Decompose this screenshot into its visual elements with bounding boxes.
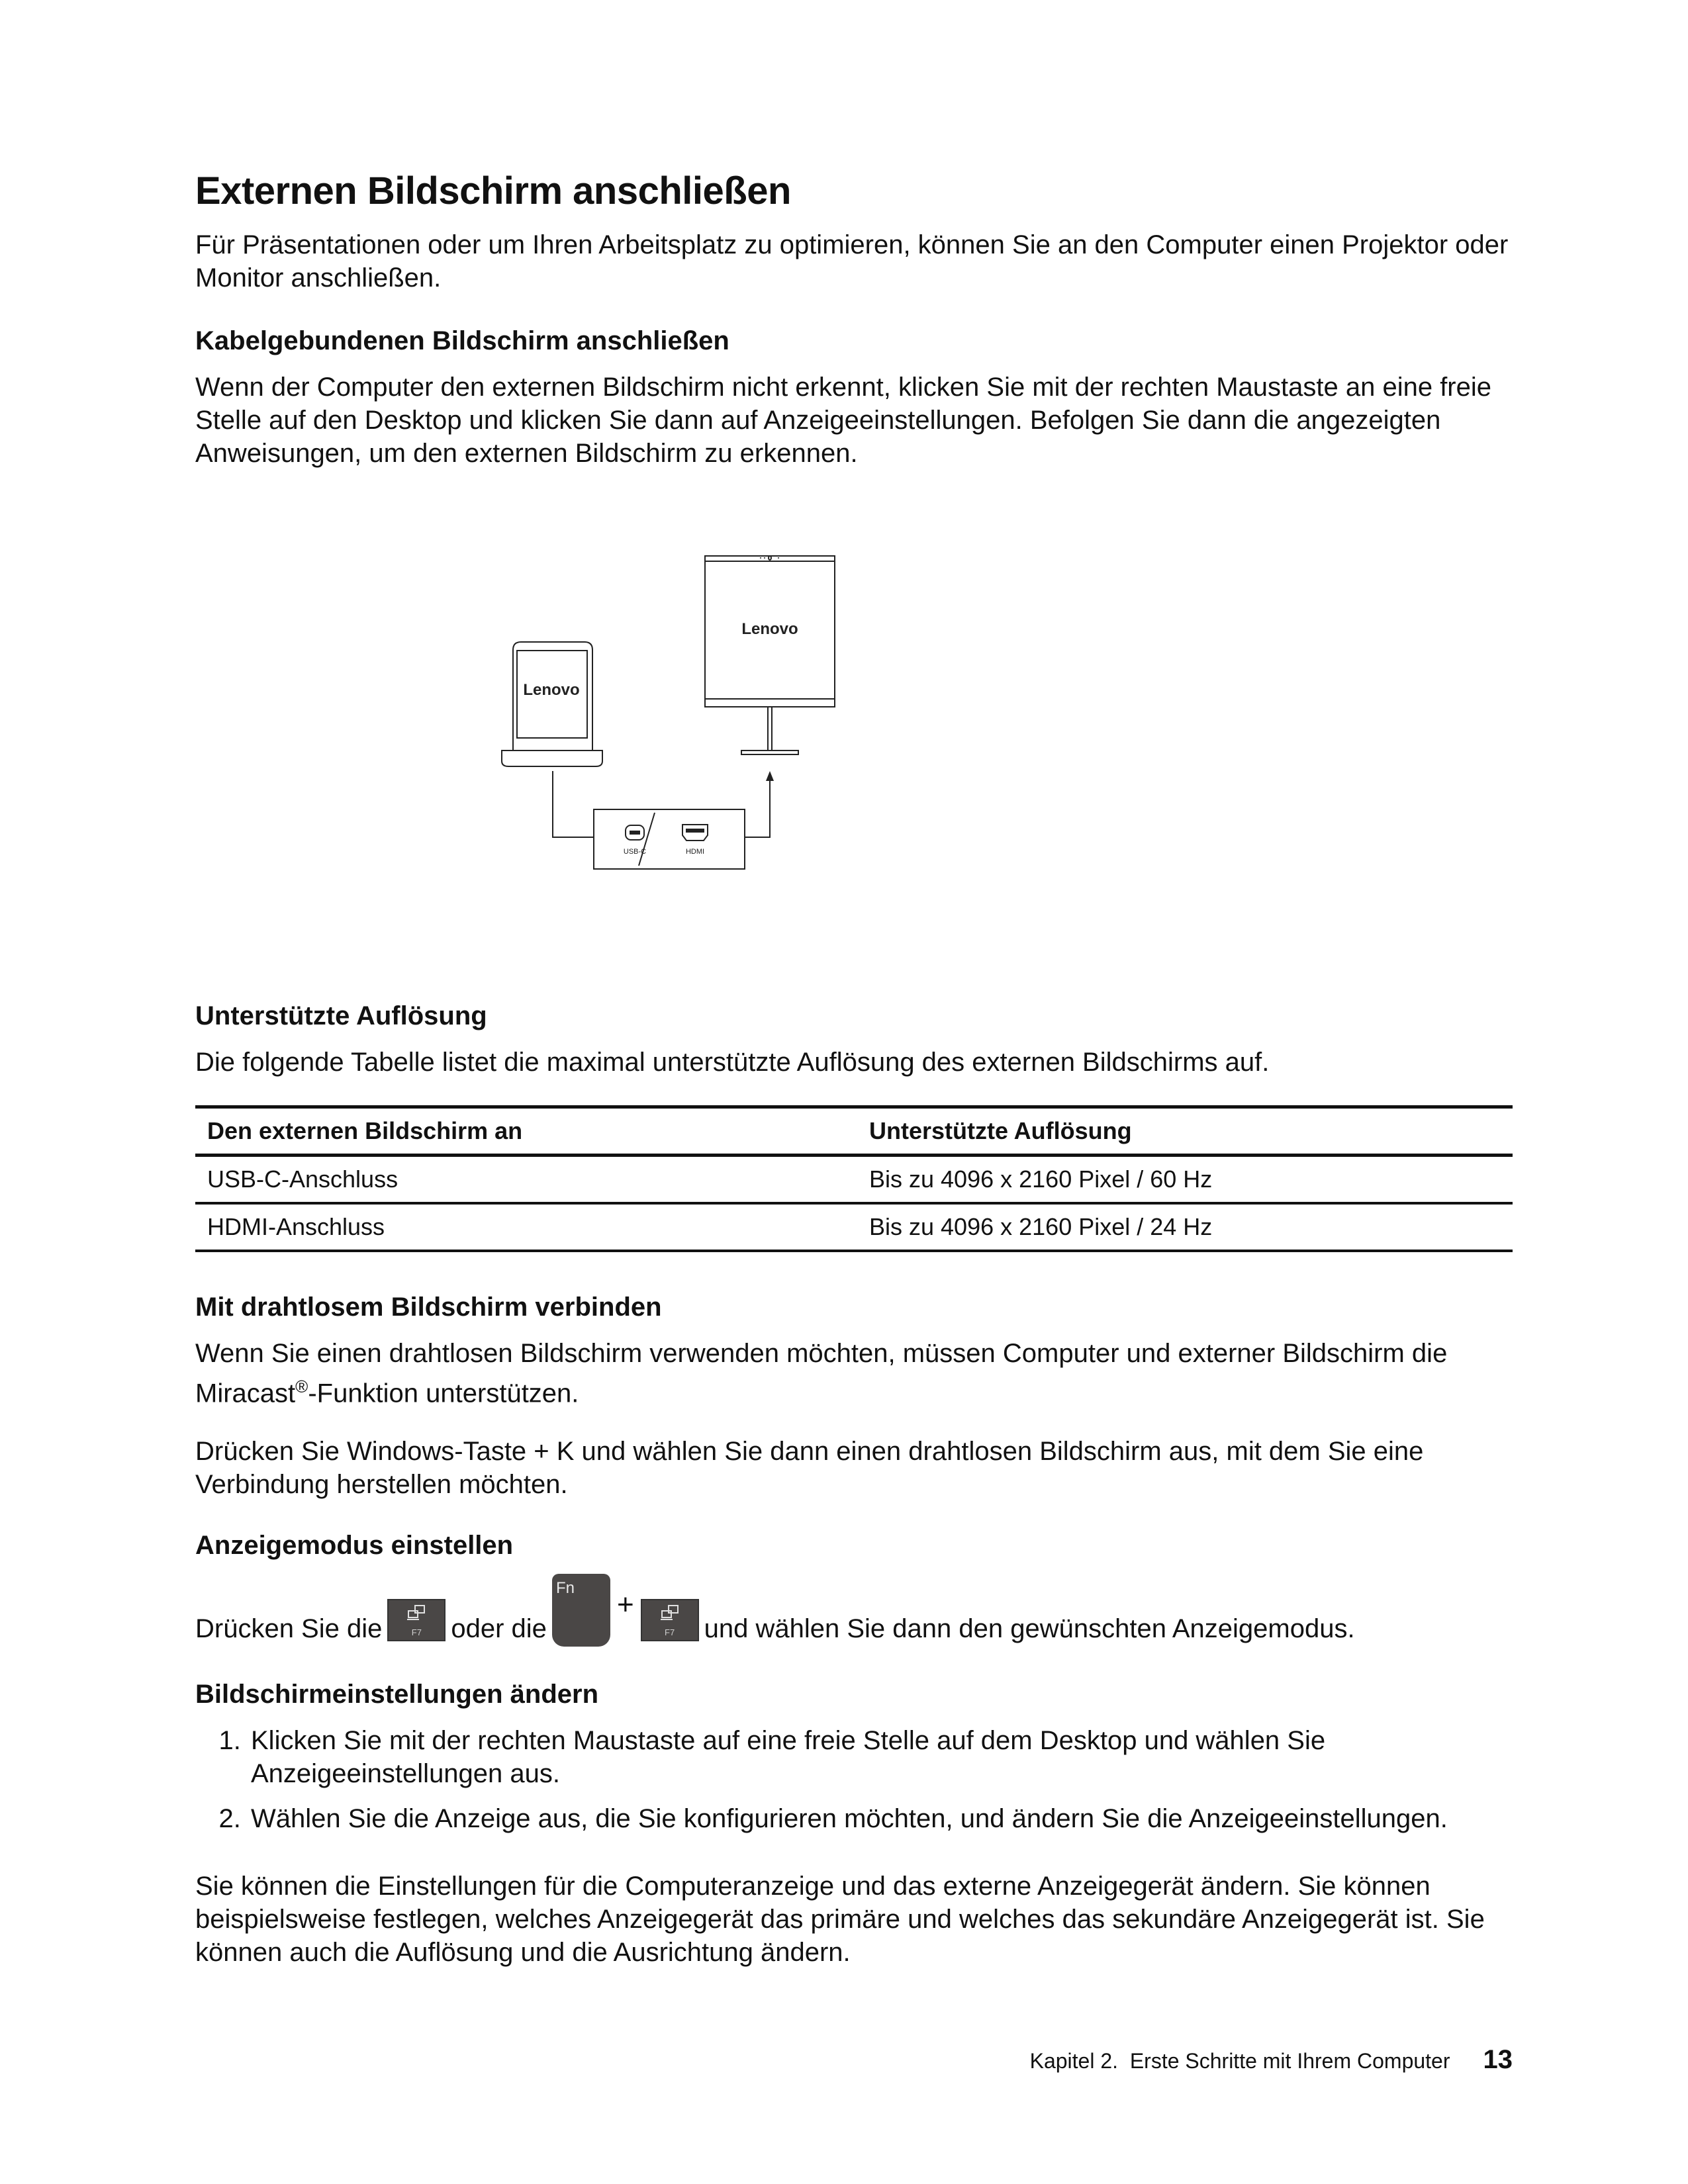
plus-sign: + [616, 1588, 634, 1621]
wireless-text: -Funktion unterstützen. [308, 1379, 579, 1408]
table-row [195, 1203, 1513, 1251]
f7-key-icon [641, 1599, 699, 1641]
resolution-heading: Unterstützte Auflösung [195, 1001, 487, 1030]
table-cell: Bis zu 4096 x 2160 Pixel / 60 Hz [857, 1156, 1513, 1204]
chapter-label: Kapitel 2. Erste Schritte mit Ihrem Computer [1029, 2049, 1450, 2073]
f7-key-label: F7 [665, 1627, 675, 1637]
table-row [195, 1156, 1513, 1204]
display-mode-heading: Anzeigemodus einstellen [195, 1531, 514, 1560]
svg-text:Lenovo: Lenovo [523, 681, 580, 699]
instruction-text: Drücken Sie die [195, 1614, 383, 1643]
resolution-table [195, 1105, 1513, 1252]
table-header-row [195, 1107, 1513, 1156]
resolution-paragraph: Die folgende Tabelle listet die maximal unterstützte Auflösung des externen Bildschirms auf. [195, 1048, 1270, 1077]
table-cell: HDMI-Anschluss [195, 1203, 857, 1251]
wired-paragraph: Wenn der Computer den externen Bildschirm nicht erkennt, klicken Sie mit der rechten Maustaste an eine freie Stelle auf den Desktop und klicken Sie dann auf Anzeigeeinstellungen. Befolgen Sie dann die angezeigten Anweisungen, um den externen Bildschirm zu erkennen. [195, 373, 1492, 468]
intro-paragraph: Für Präsentationen oder um Ihren Arbeitsplatz zu optimieren, können Sie an den Computer einen Projektor oder Monitor anschließen. [195, 230, 1509, 293]
svg-text:Lenovo: Lenovo [741, 620, 798, 638]
f7-key-icon [387, 1599, 445, 1641]
page-number: 13 [1483, 2045, 1513, 2074]
settings-paragraph: Sie können die Einstellungen für die Computeranzeige und das externe Anzeigegerät ändern. Sie können beispielsweise festlegen, welches Anzeigegerät das primäre und welches das sekundäre Anzeigegerät ist. Sie können auch die Auflösung und die Ausrichtung ändern. [195, 1872, 1485, 1967]
page-title: Externen Bildschirm anschließen [195, 169, 791, 212]
table-header-cell: Unterstützte Auflösung [857, 1107, 1513, 1156]
wireless-paragraph-1 [195, 1337, 1513, 1410]
page-footer [1030, 2045, 1513, 2075]
instruction-text: oder die [451, 1614, 547, 1643]
wireless-paragraph-2: Drücken Sie Windows-Taste + K und wählen Sie dann einen drahtlosen Bildschirm aus, mit dem Sie eine Verbindung herstellen möchten. [195, 1437, 1424, 1499]
fn-key-label: Fn [555, 1579, 575, 1597]
table-header-cell: Den externen Bildschirm an [195, 1107, 857, 1156]
display-mode-instruction [195, 1575, 1355, 1648]
settings-steps-list [195, 1724, 1513, 1847]
wireless-text: Wenn Sie einen drahtlosen Bildschirm verwenden möchten, müssen Computer und externer Bildschirm die Miracast [195, 1339, 1448, 1408]
svg-text:USB-C: USB-C [623, 848, 647, 856]
table-cell: USB-C-Anschluss [195, 1156, 857, 1204]
list-item: 2. Wählen Sie die Anzeige aus, die Sie konfigurieren möchten, und ändern Sie die Anzeigeeinstellungen. [248, 1802, 1513, 1835]
wireless-heading: Mit drahtlosem Bildschirm verbinden [195, 1293, 662, 1322]
connection-diagram [493, 536, 1235, 933]
settings-heading: Bildschirmeinstellungen ändern [195, 1680, 599, 1709]
svg-text:HDMI: HDMI [685, 848, 705, 856]
laptop-monitor-diagram-icon [493, 536, 1235, 933]
wired-heading: Kabelgebundenen Bildschirm anschließen [195, 326, 729, 355]
f7-key-label: F7 [411, 1627, 422, 1637]
table-cell: Bis zu 4096 x 2160 Pixel / 24 Hz [857, 1203, 1513, 1251]
instruction-text: und wählen Sie dann den gewünschten Anzeigemodus. [704, 1614, 1355, 1643]
registered-mark: ® [295, 1377, 308, 1396]
list-item: 1. Klicken Sie mit der rechten Maustaste auf eine freie Stelle auf dem Desktop und wählen Sie Anzeigeeinstellungen aus. [248, 1724, 1513, 1790]
fn-key-icon [552, 1574, 610, 1647]
